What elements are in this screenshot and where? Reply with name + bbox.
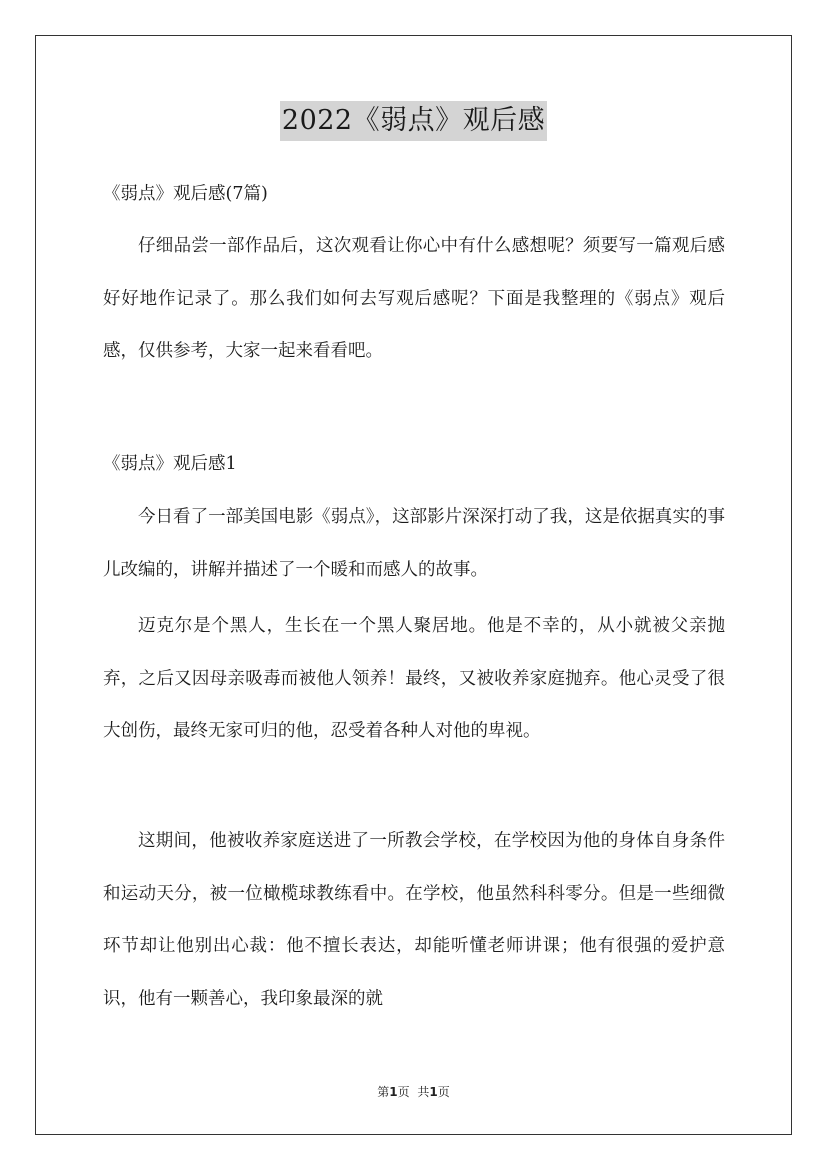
- body-paragraph-1: 今日看了一部美国电影《弱点》，这部影片深深打动了我，这是依据真实的事儿改编的，讲解并描述了一个暖和而感人的故事。: [103, 507, 725, 580]
- document-subtitle: 《弱点》观后感(7篇): [103, 184, 268, 204]
- body-paragraph-2: 迈克尔是个黑人，生长在一个黑人聚居地。他是不幸的，从小就被父亲抛弃，之后又因母亲吸毒而被他人领养！最终，又被收养家庭抛弃。他心灵受了很大创伤，最终无家可归的他，忍受着各种人对他的卑视。: [103, 616, 725, 741]
- section-heading: 《弱点》观后感1: [103, 454, 237, 474]
- total-label-prefix: 共: [417, 1085, 430, 1099]
- total-label-suffix: 页: [437, 1085, 450, 1099]
- page-label-prefix: 第: [377, 1085, 390, 1099]
- intro-paragraph: 仔细品尝一部作品后，这次观看让你心中有什么感想呢？须要写一篇观后感好好地作记录了。那么我们如何去写观后感呢？下面是我整理的《弱点》观后感，仅供参考，大家一起来看看吧。: [103, 236, 725, 361]
- page-footer: [0, 1084, 827, 1100]
- title-container: [0, 101, 827, 141]
- page-number: 1: [389, 1085, 398, 1099]
- body-paragraph-3: 这期间，他被收养家庭送进了一所教会学校，在学校因为他的身体自身条件和运动天分，被一位橄榄球教练看中。在学校，他虽然科科零分。但是一些细微环节却让他别出心裁：他不擅长表达，却能听懂老师讲课；他有很强的爱护意识，他有一颗善心，我印象最深的就: [103, 831, 725, 1009]
- page-label-suffix: 页: [397, 1085, 410, 1099]
- total-pages: 1: [429, 1085, 438, 1099]
- document-title: 2022《弱点》观后感: [280, 101, 547, 141]
